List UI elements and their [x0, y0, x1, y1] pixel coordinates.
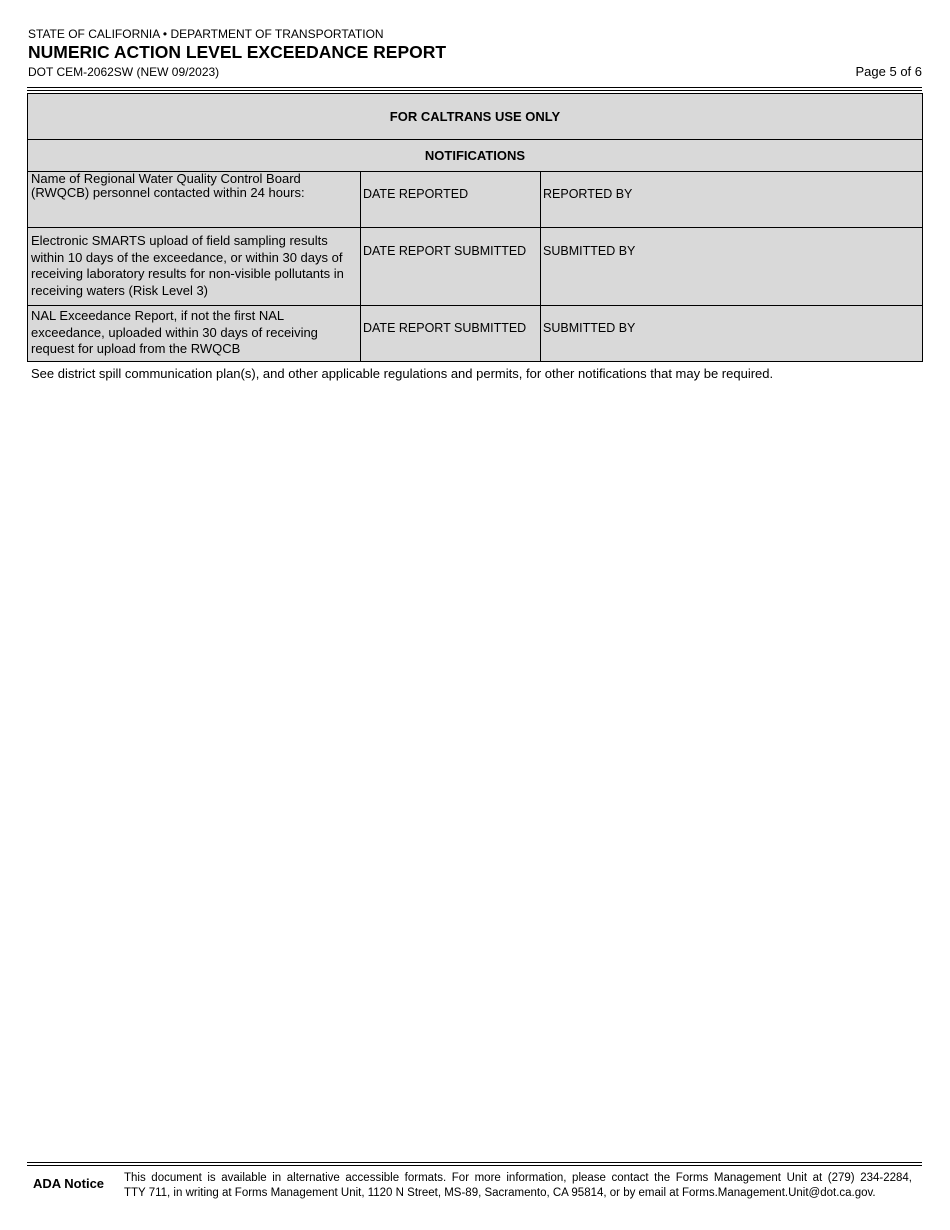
footer-divider	[27, 1162, 922, 1163]
table-row	[28, 228, 923, 306]
notifications-heading: NOTIFICATIONS	[28, 140, 923, 172]
ada-notice-label: ADA Notice	[33, 1176, 105, 1191]
agency-line: STATE OF CALIFORNIA • DEPARTMENT OF TRANSPORTATION	[28, 27, 384, 41]
submitted-by-field[interactable]: SUBMITTED BY	[541, 306, 923, 362]
footer-divider-secondary	[27, 1165, 922, 1166]
footnote: See district spill communication plan(s), and other applicable regulations and permits, for other notifications that may be required.	[31, 366, 774, 381]
ada-notice-line-1: This document is available in alternative accessible formats. For more information, please contact the Forms Management Unit at (279) 234-2284,	[124, 1172, 912, 1184]
date-report-submitted-field[interactable]: DATE REPORT SUBMITTED	[361, 228, 541, 306]
submitted-by-field[interactable]: SUBMITTED BY	[541, 228, 923, 306]
form-title: NUMERIC ACTION LEVEL EXCEEDANCE REPORT	[28, 42, 447, 62]
reported-by-field[interactable]: REPORTED BY	[541, 172, 923, 228]
date-reported-field[interactable]: DATE REPORTED	[361, 172, 541, 228]
header-divider-secondary	[27, 90, 922, 91]
date-report-submitted-field[interactable]: DATE REPORT SUBMITTED	[361, 306, 541, 362]
table-row	[28, 306, 923, 362]
row-description: Electronic SMARTS upload of field sampling results within 10 days of the exceedance, or within 30 days of receiving laboratory results for non-visible pollutants in receiving waters (Risk Level 3)	[28, 228, 361, 306]
table-row	[28, 172, 923, 228]
header-divider	[27, 87, 922, 88]
notifications-table	[27, 93, 923, 362]
row-description: Name of Regional Water Quality Control Board (RWQCB) personnel contacted within 24 hours:	[28, 172, 361, 228]
form-number: DOT CEM-2062SW (NEW 09/2023)	[28, 65, 220, 79]
page-number: Page 5 of 6	[855, 64, 922, 79]
caltrans-use-only-heading: FOR CALTRANS USE ONLY	[28, 94, 923, 140]
row-description: NAL Exceedance Report, if not the first NAL exceedance, uploaded within 30 days of receiving request for upload from the RWQCB	[28, 306, 361, 362]
ada-notice-line-2: TTY 711, in writing at Forms Management Unit, 1120 N Street, MS-89, Sacramento, CA 95814, or by email at Forms.Management.Unit@dot.ca.gov.	[124, 1187, 876, 1199]
